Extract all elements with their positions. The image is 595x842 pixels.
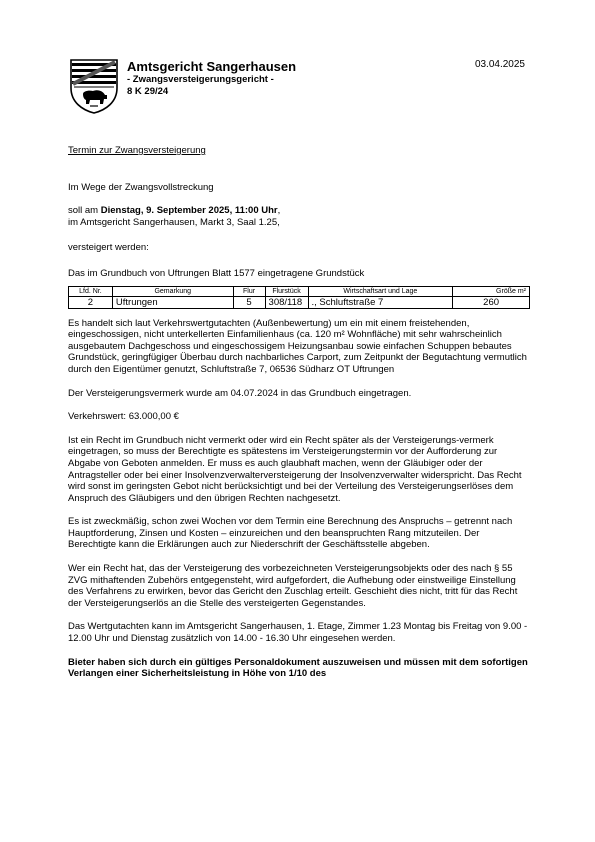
property-table <box>68 286 530 309</box>
document-title: Termin zur Zwangsversteigerung <box>68 145 206 156</box>
vermerk-text: Der Versteigerungsvermerk wurde am 04.07.2024 in das Grundbuch eingetragen. <box>68 387 412 399</box>
schedule-prefix: soll am <box>68 205 101 217</box>
coat-of-arms-icon <box>69 58 119 114</box>
table-header-row <box>69 286 530 296</box>
gutachten-paragraph: Das Wertgutachten kann im Amtsgericht Sangerhausen, 1. Etage, Zimmer 1.23 Montag bis Freitag von 9.00 - 12.00 Uhr und Dienstag zusätzlich von 14.00 - 16.30 Uhr eingesehen werden. <box>68 621 528 645</box>
header-gemarkung: Gemarkung <box>112 286 233 296</box>
court-name: Amtsgericht Sangerhausen <box>127 59 297 74</box>
document-date: 03.04.2025 <box>474 59 525 70</box>
property-intro: Das im Grundbuch von Uftrungen Blatt 1577 eingetragene Grundstück <box>68 267 365 279</box>
verkehrswert-text: Verkehrswert: 63.000,00 € <box>68 411 179 423</box>
schedule-line <box>68 205 530 217</box>
court-header <box>127 59 296 98</box>
header-wirtschaftsart: Wirtschaftsart und Lage <box>308 286 453 296</box>
table-row <box>69 296 530 308</box>
cell-flurstueck: 308/118 <box>265 296 308 308</box>
cell-groesse: 260 <box>453 296 530 308</box>
header-flur: Flur <box>233 286 265 296</box>
auction-phrase: versteigert werden: <box>68 242 149 254</box>
cell-lfd-nr: 2 <box>69 296 113 308</box>
schedule-datetime: Dienstag, 9. September 2025, 11:00 Uhr <box>100 205 278 217</box>
property-description: Es handelt sich laut Verkehrswertgutachten (Außenbewertung) um ein mit einem freistehenden, eingeschossigen, nicht unterkellerten Einfamilienhaus (ca. 120 m² Wohnfläche) mit sehr wahrscheinlich ausgebautem Dachgeschoss und eingeschossigem Heizungsanbau sowie einfachen Schuppen bebautes Grundstück, geringfügiger Überbau durch nachbarliches Carport, zum Zeitpunkt der Begutachtung vermutlich durch den Eigentümer genutzt, Schluftstraße 7, 06536 Südharz OT Uftrungen <box>68 317 527 375</box>
intro-text: Im Wege der Zwangsvollstreckung <box>68 181 214 193</box>
bieter-paragraph: Bieter haben sich durch ein gültiges Personaldokument auszuweisen und müssen mit dem sofortigen Verlangen einer Sicherheitsleistung in Höhe von 1/10 des <box>68 656 528 680</box>
cell-gemarkung: Uftrungen <box>112 296 233 308</box>
header-lfd-nr: Lfd. Nr. <box>69 286 113 296</box>
cell-wirtschaftsart: ., Schluftstraße 7 <box>308 296 453 308</box>
schedule-location: im Amtsgericht Sangerhausen, Markt 3, Saal 1.25, <box>68 216 280 228</box>
cell-flur: 5 <box>233 296 265 308</box>
zweckmaessig-paragraph: Es ist zweckmäßig, schon zwei Wochen vor dem Termin eine Berechnung des Anspruchs – getrennt nach Hauptforderung, Zinsen und Kosten – einzureichen und den beanspruchten Rang mitzuteilen. Der Berechtigte kann die Erklärungen auch zur Niederschrift der Geschäftsstelle abgeben. <box>68 516 513 551</box>
file-number: 8 K 29/24 <box>127 86 169 97</box>
recht-paragraph: Ist ein Recht im Grundbuch nicht vermerkt oder wird ein Recht später als der Versteigerungs-vermerk eingetragen, so muss der Berechtigte es spätestens im Versteigerungstermin vor der Aufforderung zur Abgabe von Geboten anmelden. Er muss es auch glaubhaft machen, wenn der Gläubiger oder der Antragsteller oder bei einer Insolvenzverwalterversteigerung der Insolvenzverwalter widerspricht. Das Recht wird sonst im geringsten Gebot nicht berücksichtigt und bei der Verteilung des Versteigerungserlöses dem Anspruch des Gläubigers und den übrigen Rechten nachgesetzt. <box>68 434 522 504</box>
document-body <box>68 145 530 680</box>
header-flurstueck: Flurstück <box>265 286 308 296</box>
court-subtitle: - Zwangsversteigerungsgericht - <box>127 74 274 85</box>
schedule-suffix: , <box>277 205 281 217</box>
header-groesse: Größe m² <box>453 286 530 296</box>
zubehoer-paragraph: Wer ein Recht hat, das der Versteigerung des vorbezeichneten Versteigerungsobjekts oder des nach § 55 ZVG mithaftenden Zubehörs entgegensteht, wird aufgefordert, die Aufhebung oder einstweilige Einstellung des Verfahrens zu erwirken, bevor das Gericht den Zuschlag erteilt. Geschieht dies nicht, tritt für das Recht der Versteigerungserlös an die Stelle des versteigerten Gegenstandes. <box>68 563 518 609</box>
